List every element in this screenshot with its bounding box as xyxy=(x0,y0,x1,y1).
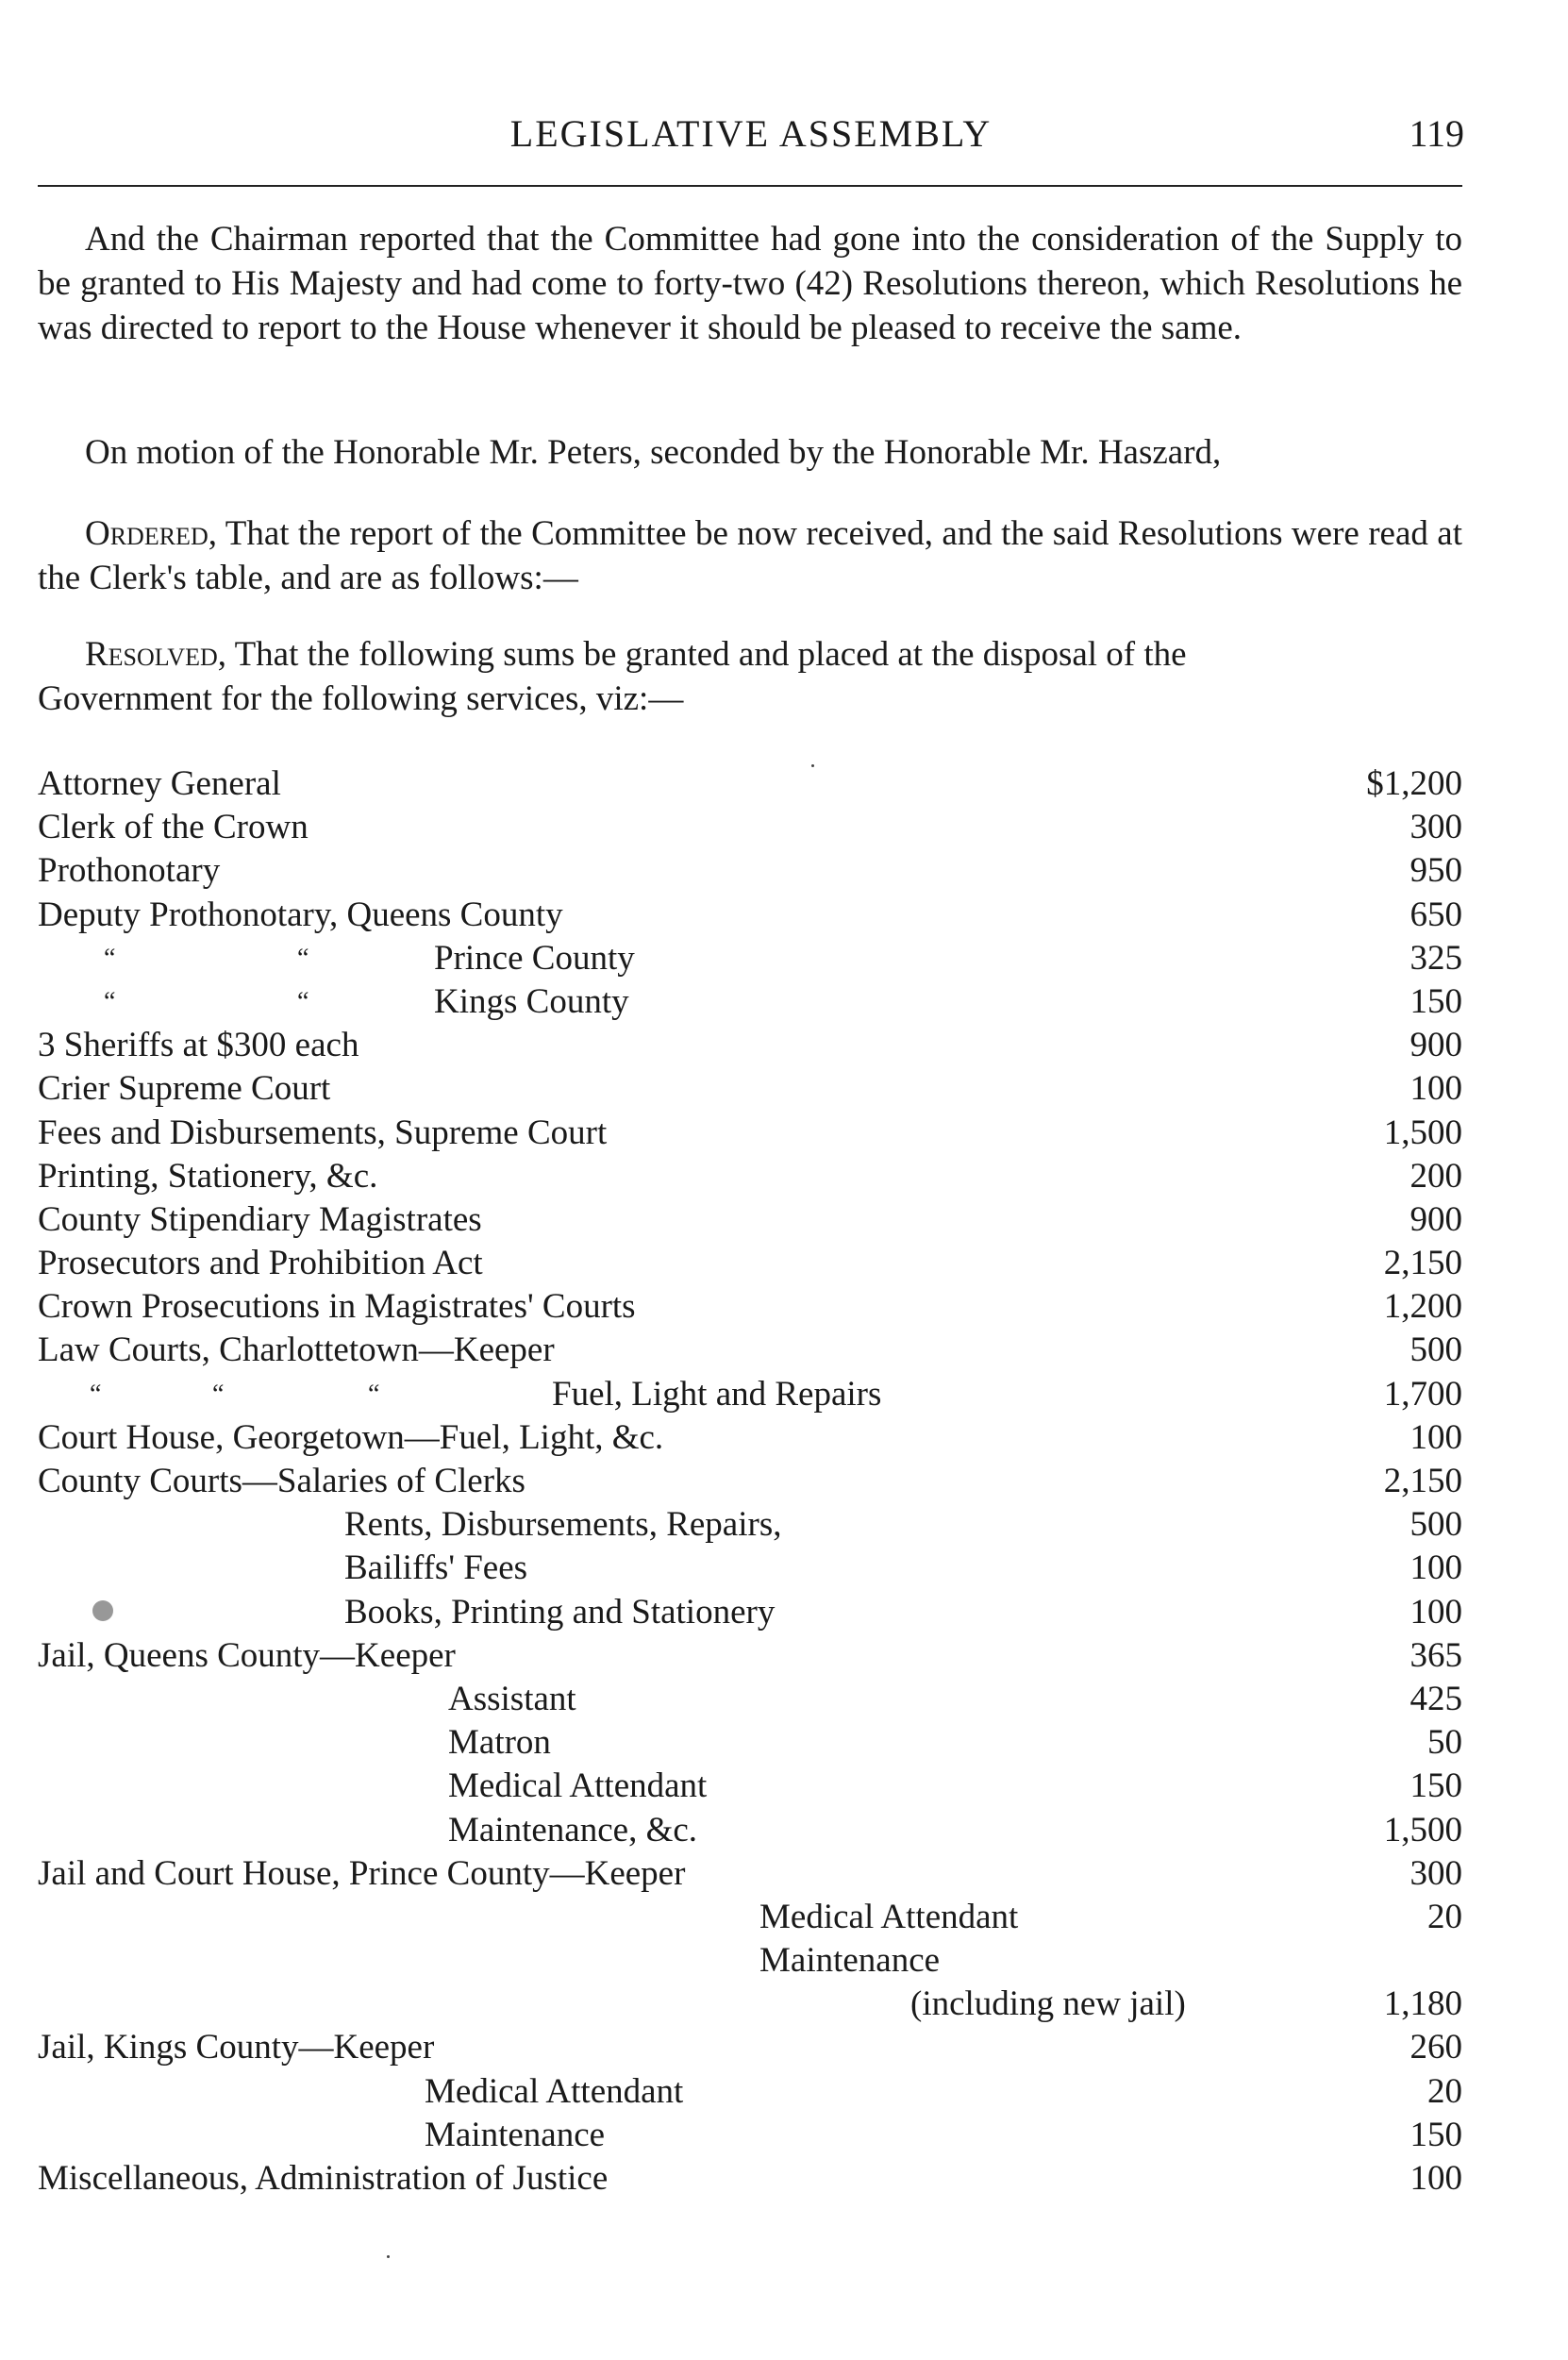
ledger-item-amount: $1,200 xyxy=(1366,764,1462,803)
ledger-row xyxy=(38,980,1462,1024)
page-number: 119 xyxy=(1409,112,1464,155)
ledger-row xyxy=(38,894,1462,937)
ledger-item-amount: 650 xyxy=(1410,895,1462,934)
ledger-item-label: Printing, Stationery, &c. xyxy=(38,1156,378,1196)
ledger-row xyxy=(38,1416,1462,1460)
ledger-row xyxy=(38,1765,1462,1808)
ledger-row xyxy=(38,1242,1462,1285)
ledger-item-amount: 900 xyxy=(1410,1199,1462,1239)
ledger-item-label: Jail and Court House, Prince County—Keeper xyxy=(38,1853,686,1893)
ledger-item-amount: 260 xyxy=(1410,2028,1462,2067)
ledger-row xyxy=(38,1896,1462,1939)
ledger-row xyxy=(38,1460,1462,1503)
ledger-item-amount: 300 xyxy=(1410,1853,1462,1893)
ledger-item-label: Court House, Georgetown—Fuel, Light, &c. xyxy=(38,1417,664,1457)
ditto-mark: “ xyxy=(104,943,116,973)
ledger-item-label: Fuel, Light and Repairs xyxy=(552,1374,882,1414)
ledger-item-amount: 20 xyxy=(1427,2071,1462,2111)
ink-blot xyxy=(92,1600,113,1621)
ledger-row xyxy=(38,1155,1462,1198)
ledger-row xyxy=(38,1809,1462,1852)
ledger-item-amount: 1,200 xyxy=(1383,1287,1462,1327)
ledger-item-amount: 50 xyxy=(1427,1723,1462,1763)
ledger-row xyxy=(38,1285,1462,1329)
ledger-item-label: Deputy Prothonotary, Queens County xyxy=(38,895,563,934)
ledger-item-label: Prothonotary xyxy=(38,851,221,891)
ledger-row xyxy=(38,1983,1462,2026)
ledger-item-label: Medical Attendant xyxy=(425,2071,684,2111)
ledger-item-label: Crown Prosecutions in Magistrates' Courts xyxy=(38,1287,636,1327)
ledger-row xyxy=(38,762,1462,806)
ledger-item-label: Maintenance xyxy=(425,2115,606,2154)
ledger-item-label: Miscellaneous, Administration of Justice xyxy=(38,2159,609,2198)
page-header xyxy=(38,111,1464,168)
ledger-item-label: Maintenance, &c. xyxy=(448,1810,698,1850)
ditto-mark: “ xyxy=(297,943,309,973)
ditto-mark: “ xyxy=(212,1379,225,1409)
ledger-item-label: Matron xyxy=(448,1723,551,1763)
ledger-item-amount: 325 xyxy=(1410,938,1462,978)
ledger-item-amount: 1,500 xyxy=(1383,1810,1462,1850)
chairman-report-paragraph: And the Chairman reported that the Committee had gone into the consideration of the Supply to be granted to His Majesty and had come to forty-two (42) Resolutions thereon, which Resolutions he was directed to report to the House whenever it should be pleased to receive the same. xyxy=(38,220,1462,347)
ledger-item-label: Assistant xyxy=(448,1679,576,1718)
ledger-row xyxy=(38,1547,1462,1590)
ditto-mark: “ xyxy=(297,986,309,1016)
ink-speck xyxy=(387,2255,390,2258)
resolved-paragraph xyxy=(38,632,1264,721)
header-rule xyxy=(38,185,1462,187)
ledger-item-label: Jail, Queens County—Keeper xyxy=(38,1635,456,1675)
ledger-item-label: Bailiffs' Fees xyxy=(344,1548,528,1588)
ledger-item-amount: 365 xyxy=(1410,1635,1462,1675)
ledger-item-label: Crier Supreme Court xyxy=(38,1069,331,1109)
ledger-item-label: County Courts—Salaries of Clerks xyxy=(38,1462,525,1500)
ledger-row xyxy=(38,1112,1462,1155)
ledger-item-amount: 2,150 xyxy=(1383,1244,1462,1283)
appropriations-list xyxy=(38,762,1462,2201)
ledger-item-label: 3 Sheriffs at $300 each xyxy=(38,1026,359,1065)
ledger-item-amount: 100 xyxy=(1410,1417,1462,1457)
ledger-item-amount: 100 xyxy=(1410,1548,1462,1588)
ink-speck xyxy=(811,764,814,767)
ledger-item-label: Attorney General xyxy=(38,764,281,803)
ledger-item-label: Law Courts, Charlottetown—Keeper xyxy=(38,1331,555,1370)
ledger-item-amount: 1,700 xyxy=(1383,1374,1462,1414)
ledger-item-amount: 200 xyxy=(1410,1156,1462,1196)
ledger-item-label: Maintenance xyxy=(759,1941,941,1981)
ledger-row xyxy=(38,1721,1462,1765)
resolved-text: That the following sums be granted and placed at the disposal of the Government for the following services, viz:— xyxy=(38,635,1187,718)
ditto-mark: “ xyxy=(90,1379,102,1409)
ledger-item-amount: 950 xyxy=(1410,851,1462,891)
ledger-item-amount: 150 xyxy=(1410,1766,1462,1806)
ledger-row xyxy=(38,1067,1462,1111)
ledger-item-label: Rents, Disbursements, Repairs, xyxy=(344,1505,782,1545)
ledger-row xyxy=(38,2070,1462,2114)
ledger-item-amount: 2,150 xyxy=(1383,1462,1462,1500)
ledger-row xyxy=(38,1198,1462,1242)
ledger-item-amount: 425 xyxy=(1410,1679,1462,1718)
ledger-row xyxy=(38,937,1462,980)
ledger-item-amount: 1,180 xyxy=(1383,1984,1462,2024)
ledger-item-label: Clerk of the Crown xyxy=(38,808,309,847)
ledger-item-label: Prosecutors and Prohibition Act xyxy=(38,1244,483,1283)
ledger-row xyxy=(38,1591,1462,1634)
ledger-row xyxy=(38,849,1462,893)
ordered-paragraph xyxy=(38,511,1462,600)
ledger-item-amount: 100 xyxy=(1410,1592,1462,1632)
ledger-item-label: Jail, Kings County—Keeper xyxy=(38,2028,435,2067)
ledger-row xyxy=(38,1503,1462,1547)
ledger-row xyxy=(38,806,1462,849)
ordered-text: That the report of the Committee be now received, and the said Resolutions were read at the Clerk's table, and are as follows:— xyxy=(38,514,1462,597)
ledger-item-label: Medical Attendant xyxy=(759,1897,1019,1936)
ledger-row xyxy=(38,1852,1462,1896)
running-title: LEGISLATIVE ASSEMBLY xyxy=(509,112,993,155)
motion-paragraph: On motion of the Honorable Mr. Peters, seconded by the Honorable Mr. Haszard, xyxy=(85,433,1222,472)
ledger-row xyxy=(38,2026,1462,2069)
ledger-item-amount: 500 xyxy=(1410,1505,1462,1545)
ditto-mark: “ xyxy=(368,1379,380,1409)
ledger-row xyxy=(38,2114,1462,2157)
ledger-item-amount: 20 xyxy=(1427,1897,1462,1936)
ledger-row xyxy=(38,1634,1462,1678)
ledger-item-label: Books, Printing and Stationery xyxy=(344,1592,776,1632)
ledger-item-amount: 150 xyxy=(1410,2115,1462,2154)
ledger-row xyxy=(38,1373,1462,1416)
ordered-lead: Ordered, xyxy=(85,514,217,553)
resolved-lead: Resolved, xyxy=(85,635,226,674)
ledger-item-amount: 500 xyxy=(1410,1331,1462,1370)
ledger-item-amount: 100 xyxy=(1410,1069,1462,1109)
ledger-item-label: Kings County xyxy=(434,981,629,1021)
ledger-row xyxy=(38,1329,1462,1372)
ditto-mark: “ xyxy=(104,986,116,1016)
ledger-item-label: Fees and Disbursements, Supreme Court xyxy=(38,1113,608,1152)
ledger-item-label: County Stipendiary Magistrates xyxy=(38,1199,482,1239)
ledger-row xyxy=(38,1678,1462,1721)
ledger-item-amount: 150 xyxy=(1410,981,1462,1021)
ledger-item-amount: 1,500 xyxy=(1383,1113,1462,1152)
ledger-item-label: (including new jail) xyxy=(910,1984,1186,2024)
ledger-item-amount: 300 xyxy=(1410,808,1462,847)
ledger-item-label: Medical Attendant xyxy=(448,1766,708,1806)
ledger-item-amount: 900 xyxy=(1410,1026,1462,1065)
ledger-row xyxy=(38,1024,1462,1067)
ledger-item-amount: 100 xyxy=(1410,2159,1462,2198)
ledger-row xyxy=(38,1939,1462,1983)
ledger-item-label: Prince County xyxy=(434,938,635,978)
ledger-row xyxy=(38,2157,1462,2201)
